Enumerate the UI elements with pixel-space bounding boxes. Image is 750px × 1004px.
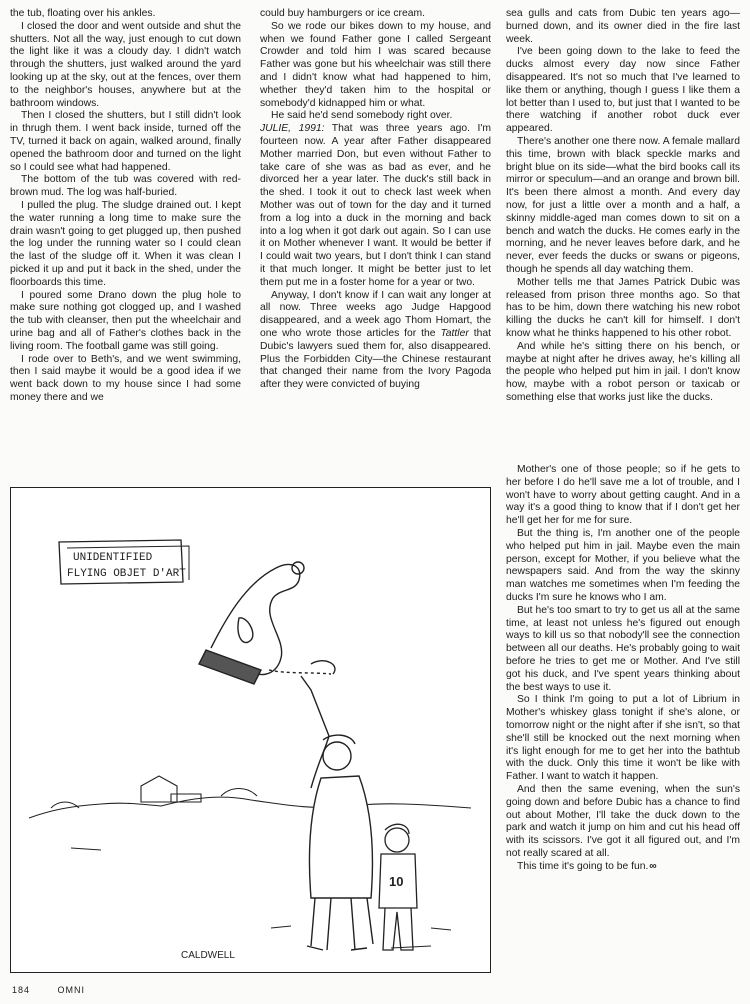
cartoon-caption-line2: FLYING OBJET D'ART <box>67 568 186 580</box>
paragraph <box>10 21 241 111</box>
paragraph-text: could buy hamburgers or ice cream. <box>260 8 425 19</box>
man-pointing-figure <box>301 676 373 950</box>
kid-figure <box>379 824 417 950</box>
paragraph-text: But the thing is, I'm another one of the people who helped put him in jail. Maybe even the main person, except for Mother, if you believe what the newspapers said. And from the way the skinny man watches me sometimes when I'm feeding the ducks I'm sure he knows who I am. <box>506 527 740 603</box>
text-column-1 <box>10 8 241 405</box>
paragraph-text: Then I closed the shutters, but I still didn't look in thrugh them. I went back inside, turned off the TV, turned it back on again, walked around, finally opened the bathroom door and turned on the light so I could see what had happened. <box>10 110 241 173</box>
text-column-3 <box>506 8 740 405</box>
paragraph-text-after: that Dubic's lawyers sued them for, also disappeared. Plus the Forbidden City—the Chinese restaurant that changed their name from the Ivory Pagoda after they were convicted of buying <box>260 327 491 391</box>
landscape-horizon <box>29 776 471 818</box>
paragraph <box>506 341 740 405</box>
paragraph-text: I closed the door and went outside and shut the shutters. Not all the way, just enough to cut down the light like it was a cloudy day. I didn't watch through the shutters, just walked around the yard looking up at the sky, out at the fences, over them to the neighbor's houses, anywhere but at the bathroom windows. <box>10 20 241 109</box>
paragraph-text: The bottom of the tub was covered with red-brown mud. The log was half-buried. <box>10 174 241 199</box>
page-number: 184 <box>12 985 31 995</box>
cartoon-caption-line1: UNIDENTIFIED <box>73 552 153 564</box>
paragraph-text: There's another one there now. A female mallard this time, brown with black speckle marks and bright blue on its side—what the bird books call its mirror or speculum—and an orange and brown bill. It's been there almost a month. And every day now, for just a little over a month and a half, a skinny middle-aged man comes down to sit on a bench and watch the ducks. He comes early in the morning, and he never leaves before dark, and he never, ever feeds the ducks or swans or pigeons, though he spends all day watching them. <box>506 135 740 275</box>
paragraph-text: He said he'd send somebody right over. <box>271 110 453 122</box>
cartoon-caption-box <box>59 540 189 584</box>
paragraph-text: sea gulls and cats from Dubic ten years ago—burned down, and its owner died in the fire last week. <box>506 8 740 45</box>
paragraph <box>506 784 740 861</box>
paragraph <box>506 464 740 528</box>
paragraph <box>506 136 740 277</box>
text-column-2 <box>260 8 491 392</box>
paragraph <box>506 46 740 136</box>
paragraph <box>260 110 491 123</box>
paragraph <box>10 8 241 21</box>
paragraph <box>10 200 241 290</box>
paragraph <box>506 694 740 784</box>
paragraph <box>260 21 491 111</box>
paragraph-text: Mother tells me that James Patrick Dubic was released from prison three months ago. So that has to be him, down there watching his new robot killing the ducks he can't kill for himself. I don't know what he thinks happened to his other robot. <box>506 276 740 339</box>
paragraph <box>10 110 241 174</box>
paragraph <box>10 290 241 354</box>
paragraph <box>506 861 740 874</box>
paragraph-text: But he's too smart to try to get us all at the same time, at least not unless he's figured out enough ways to kill us so that nobody'll see the connection between all our deaths. He's probably going to wait before he tries to get me or Mother. And I've still got his duck, and I've spent years thinking about the best ways to use it. <box>506 604 740 693</box>
paragraph <box>506 277 740 341</box>
italic-title: Tattler <box>440 327 469 339</box>
paragraph <box>260 123 491 289</box>
paragraph-text: So we rode our bikes down to my house, and when we found Father gone I called Sergeant Crowder and told him I was scared because Father was gone but his wheelchair was still there and I didn't know what had happened to him, whether they'd taken him to the hospital or somebody'd kidnapped him or what. <box>260 20 491 109</box>
paragraph <box>10 174 241 200</box>
paragraph-text: Anyway, I don't know if I can wait any longer at all now. Three weeks ago Judge Hapgood disappeared, and a week ago Thom Homart, the one who wrote those articles for the <box>260 289 491 339</box>
paragraph-text: That was three years ago. I'm fourteen now. A year after Father disappeared Mother married Don, but even without Father to take care of she was as bad as ever, and he divorced her a year later. The duck's still back in the shed. I took it out to check last week when Mother was out of town for the day and it turned from a log into a duck in the morning and back into a log when it got dark out again. So I can use it on Mother whenever I want. It would be better if I could wait two years, but I don't think I can stand it that much longer. It might be better just to let them put me in a foster home for a year or two. <box>260 123 491 288</box>
flying-art-object <box>199 562 335 684</box>
magazine-name: OMNI <box>57 985 86 995</box>
cartoon-drawing <box>11 488 490 972</box>
paragraph <box>10 354 241 405</box>
kid-jersey-number: 10 <box>389 874 404 889</box>
paragraph-text: the tub, floating over his ankles. <box>10 8 156 19</box>
paragraph-text: I've been going down to the lake to feed the ducks almost every day now since Father disappeared. It's not so much that I've learned to like them or anything, though I guess I like them a lot better than I used to, but just that I wanted to be there watching if another robot duck ever appeared. <box>506 46 740 135</box>
paragraph <box>260 8 491 21</box>
paragraph-text: I poured some Drano down the plug hole to make sure nothing got clogged up, and I washed the tub with cleanser, then put the wheelchair and urine bag and all of Father's clothes back in the living room. The football game was still going. <box>10 289 241 352</box>
paragraph-text: And while he's sitting there on his bench, or maybe at night after he drives away, he's killing all the people who helped put him in jail. I don't know how, maybe with a robot person or taxicab or something else that works just like the ducks. <box>506 340 740 403</box>
paragraph <box>506 8 740 46</box>
cartoonist-signature: CALDWELL <box>181 950 235 961</box>
paragraph-text: I pulled the plug. The sludge drained out. I kept the water running a long time to make sure the drain wasn't going to get plugged up, then pushed the log under the running water so I could clean the last of the sludge off it. When it was clean I picked it up and put it back in the shed, under the floorboards this time. <box>10 199 241 288</box>
section-lead: JULIE, 1991: <box>260 123 325 135</box>
paragraph-text: This time it's going to be fun. <box>517 860 649 872</box>
page-footer <box>12 985 109 995</box>
paragraph <box>506 605 740 695</box>
paragraph-text: So I think I'm going to put a lot of Librium in Mother's whiskey glass tonight if she's alone, or tomorrow night or the night after if she isn't, so that she'll still be knocked out the next morning when it's light enough for me to get her into the bathtub with the duck. Only this time it won't be like with Father. I want to watch it happen. <box>506 694 740 783</box>
text-column-3-lower <box>506 464 740 874</box>
end-of-story-mark: ∞ <box>648 860 655 872</box>
paragraph <box>260 290 491 392</box>
paragraph <box>506 528 740 605</box>
paragraph-text: Mother's one of those people; so if he gets to her before I do he'll save me a lot of trouble, and I won't have to worry about getting caught. And in a way it's a good thing to know that if I don't get her he'll get her for me for sure. <box>506 464 740 527</box>
paragraph-text: I rode over to Beth's, and we went swimming, then I said maybe it would be a good idea if we went back down to my house since I had some money there and we <box>10 353 241 403</box>
paragraph-text: And then the same evening, when the sun's going down and before Dubic has a chance to find out about Mother, I'll take the duck down to the park and watch it jump on him and cut his head off with its scissors. I've got it all figured out, and I'm not really scared at all. <box>506 783 740 859</box>
cartoon-illustration <box>10 487 491 973</box>
